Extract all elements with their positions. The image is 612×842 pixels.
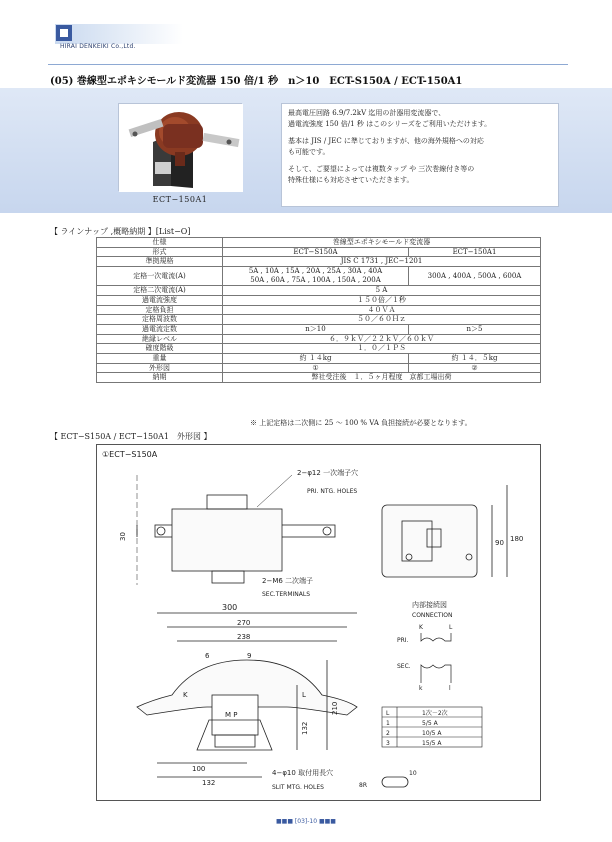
spec-label: 過電流定数 (97, 324, 223, 334)
pri-holes-label-en: PRI. NTG. HOLES (307, 488, 358, 495)
spec-value-150a1: ② (409, 363, 541, 373)
dim-10: 10 (409, 770, 417, 777)
page-footer: ■■■ [03]-10 ■■■ (276, 818, 336, 825)
drawing-heading: 【 ECT−S150A / ECT−150A1 外形図 】 (50, 432, 212, 441)
spec-value-s150a: ① (223, 363, 409, 373)
dim-9: 9 (247, 652, 252, 660)
top-view (137, 475, 335, 585)
spec-label: 過電流強度 (97, 295, 223, 305)
spec-label: 形式 (97, 247, 223, 257)
connection-label-en: CONNECTION (412, 612, 453, 619)
outline-drawing (96, 444, 541, 801)
conn-l: L (449, 624, 453, 631)
spec-row (97, 238, 541, 248)
spec-row (97, 305, 541, 315)
dim-132: 132 (301, 721, 309, 735)
spec-value-s150a: n＞10 (223, 324, 409, 334)
spec-row (97, 344, 541, 354)
spec-label: 定格周波数 (97, 315, 223, 325)
spec-value-s150a: 約 １４kg (223, 354, 409, 364)
spec-value-150a1: 300A , 400A , 500A , 600A (409, 267, 541, 286)
spec-value: 5 A (223, 286, 541, 296)
spec-label: 準拠規格 (97, 257, 223, 267)
sec-terminals-label: 2−M6 二次端子 (262, 577, 314, 585)
spec-row (97, 295, 541, 305)
spec-value-150a1: n＞5 (409, 324, 541, 334)
ratio-header-tap: L (386, 710, 390, 717)
spec-note: ※ 上記定格は二次側に 25 ～ 100 % VA 負担接続が必要となります。 (250, 419, 472, 427)
photo-caption: ECT−150A1 (152, 195, 208, 204)
dim-300: 300 (222, 603, 238, 612)
company-name: HIRAI DENKEIKI Co.,Ltd. (60, 43, 136, 50)
dim-8r: 8R (359, 782, 367, 789)
spec-row (97, 354, 541, 364)
side-view (382, 485, 507, 577)
pri-holes-label: 2−φ12 一次端子穴 (297, 469, 359, 477)
spec-value: ５０／６０Ｈｚ (223, 315, 541, 325)
description-paragraph: 最高電圧回路 6.9/7.2kV 迄用の計器用変流器で、 過電流強度 150 倍/1 秒 はこのシリーズをご利用いただけます。 (288, 109, 492, 128)
conn-l2: l (449, 685, 451, 692)
spec-value-s150a: ECT−S150A (223, 247, 409, 257)
transformer-photo-icon (119, 104, 243, 192)
dim-100: 100 (192, 765, 206, 773)
spec-value: 巻線型エポキシモールド変流器 (223, 238, 541, 248)
lineup-heading: 【 ラインナップ ,概略納期 】[List−O] (50, 227, 191, 236)
spec-value-s150a: 5A , 10A , 15A , 20A , 25A , 30A , 40A 50A , 60A , 75A , 100A , 150A , 200A (223, 267, 409, 286)
description-paragraph: そして、ご要望によっては複数タップ や 三次巻線付き等の 特殊仕様にも対応させていただきます。 (288, 165, 475, 184)
spec-row (97, 363, 541, 373)
spec-label: 外形図 (97, 363, 223, 373)
page-title: (05) 巻線型エポキシモールド変流器 150 倍/1 秒 n＞10 ECT-S150A / ECT-150A1 (50, 76, 463, 87)
slit-holes-label-en: SLIT MTG. HOLES (272, 784, 324, 791)
spec-label: 定格二次電流(A) (97, 286, 223, 296)
conn-sec: SEC. (397, 663, 411, 670)
header-rule (48, 64, 568, 65)
spec-row (97, 267, 541, 286)
dim-238: 238 (237, 633, 251, 641)
sec-terminals-label-en: SEC.TERMINALS (262, 591, 311, 598)
spec-value: ６．９ｋＶ／２２ｋＶ／６０ｋＶ (223, 334, 541, 344)
spec-value: ４０ＶＡ (223, 305, 541, 315)
spec-label: 確度階級 (97, 344, 223, 354)
drawing-label: ①ECT−S150A (102, 450, 158, 459)
logo-band (55, 24, 183, 44)
ratio-row-tap: 2 (386, 730, 390, 737)
spec-value: 弊社受注後 １．５ヶ月程度 京都工場出荷 (223, 373, 541, 383)
conn-k2: k (419, 685, 423, 692)
dim-30: 30 (119, 532, 127, 541)
ratio-row-tap: 3 (386, 740, 390, 747)
spec-label: 絶縁レベル (97, 334, 223, 344)
spec-row (97, 334, 541, 344)
spec-value: １．０／１ＰＳ (223, 344, 541, 354)
company-logo (55, 24, 183, 52)
spec-row (97, 257, 541, 267)
ratio-header-value: 1次－2次 (422, 710, 448, 717)
spec-row (97, 373, 541, 383)
dim-270: 270 (237, 619, 251, 627)
connection-label: 内部接続図 (412, 601, 447, 609)
description-paragraph: 基本は JIS / JEC に準じておりますが、他の海外規格への対応 も可能です。 (288, 137, 484, 156)
product-description (281, 103, 559, 207)
spec-label: 定格一次電流(A) (97, 267, 223, 286)
spec-row (97, 324, 541, 334)
ratio-row-value: 15/5 A (422, 740, 442, 747)
spec-label: 定格負担 (97, 305, 223, 315)
secondary-winding-icon (421, 665, 451, 683)
label-k: K (183, 691, 188, 699)
spec-value: １５０倍／１秒 (223, 295, 541, 305)
primary-winding-icon (421, 633, 451, 641)
spec-value: JIS C 1731 , JEC−1201 (223, 257, 541, 267)
spec-value-150a1: 約 １４．５kg (409, 354, 541, 364)
conn-pri: PRI. (397, 637, 409, 644)
product-photo (118, 103, 242, 191)
dim-6: 6 (205, 652, 210, 660)
logo-mark-icon (56, 25, 72, 41)
dim-210: 210 (331, 701, 339, 715)
ratio-row-value: 10/5 A (422, 730, 442, 737)
ratio-row-tap: 1 (386, 720, 390, 727)
spec-label: 重量 (97, 354, 223, 364)
ratio-row-value: 5/5 A (422, 720, 438, 727)
spec-row (97, 247, 541, 257)
slit-holes-label: 4−φ10 取付用長穴 (272, 769, 334, 777)
spec-table (96, 237, 541, 383)
spec-label: 納期 (97, 373, 223, 383)
spec-label: 仕様 (97, 238, 223, 248)
label-mp: M P (225, 711, 238, 719)
dim-90: 90 (495, 539, 504, 547)
spec-value-150a1: ECT−150A1 (409, 247, 541, 257)
spec-row (97, 315, 541, 325)
dim-132b: 132 (202, 779, 216, 787)
dim-180: 180 (510, 535, 524, 543)
spec-row (97, 286, 541, 296)
conn-k: K (419, 624, 423, 631)
label-l: L (302, 691, 306, 699)
